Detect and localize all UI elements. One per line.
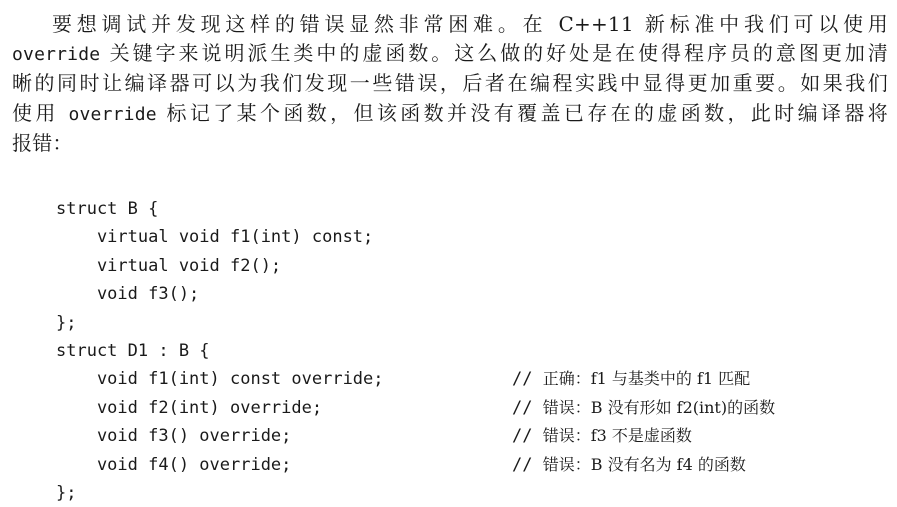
- code-line: [0, 252, 897, 280]
- comment-marker: //: [512, 426, 543, 447]
- code-line: [0, 451, 897, 479]
- override-keyword: override: [12, 44, 101, 66]
- paragraph-line-1: 要想调试并发现这样的错误显然非常困难。在 C++11 新标准中我们可以使用: [52, 12, 888, 36]
- code-text: struct B {: [56, 199, 159, 219]
- code-line: [0, 309, 897, 337]
- paragraph-line-4-text: 标记了某个函数，但该函数并没有覆盖已存在的虚函数，此时编译器将: [156, 100, 888, 125]
- code-comment: [512, 422, 692, 450]
- code-line: [0, 280, 897, 308]
- paragraph-line-5: 报错：: [12, 130, 73, 155]
- paragraph-line-3: 晰的同时让编译器可以为我们发现一些错误，后者在编程实践中显得更加重要。如果我们: [12, 71, 888, 96]
- code-line: [0, 479, 897, 507]
- comment-marker: //: [512, 397, 543, 418]
- code-line: [0, 223, 897, 251]
- comment-marker: //: [512, 369, 543, 390]
- code-comment: [512, 451, 746, 479]
- code-text: void f2(int) override;: [56, 397, 323, 418]
- override-keyword: override: [68, 103, 157, 125]
- body-paragraph: [12, 10, 888, 158]
- code-text: struct D1 : B {: [56, 340, 210, 361]
- code-line: [0, 337, 897, 365]
- paragraph-line-4-start: 使用: [12, 100, 69, 125]
- comment-marker: //: [512, 454, 543, 475]
- comment-text: 正确：f1 与基类中的 f1 匹配: [542, 369, 751, 389]
- code-line: [0, 394, 897, 422]
- code-text: void f3() override;: [56, 426, 292, 447]
- paragraph-line-2-text: 关键字来说明派生类中的虚函数。这么做的好处是在使得程序员的意图更加清: [100, 41, 888, 66]
- code-line: [0, 422, 897, 450]
- code-line: [0, 365, 897, 393]
- code-text: void f3();: [56, 284, 200, 305]
- code-listing: [0, 195, 897, 507]
- code-text: virtual void f1(int) const;: [56, 227, 374, 248]
- code-comment: [512, 394, 775, 422]
- code-text: };: [56, 312, 77, 333]
- code-line: [0, 195, 897, 223]
- code-text: void f4() override;: [56, 454, 292, 475]
- code-text: };: [56, 482, 77, 503]
- paragraph-line-2: [12, 39, 888, 69]
- paragraph-line-4: [12, 99, 888, 129]
- comment-text: 错误：f3 不是虚函数: [542, 426, 692, 446]
- code-text: void f1(int) const override;: [56, 369, 384, 390]
- comment-text: 错误：B 没有形如 f2(int)的函数: [542, 397, 776, 417]
- code-comment: [512, 365, 750, 393]
- code-text: virtual void f2();: [56, 255, 282, 276]
- comment-text: 错误：B 没有名为 f4 的函数: [542, 454, 746, 474]
